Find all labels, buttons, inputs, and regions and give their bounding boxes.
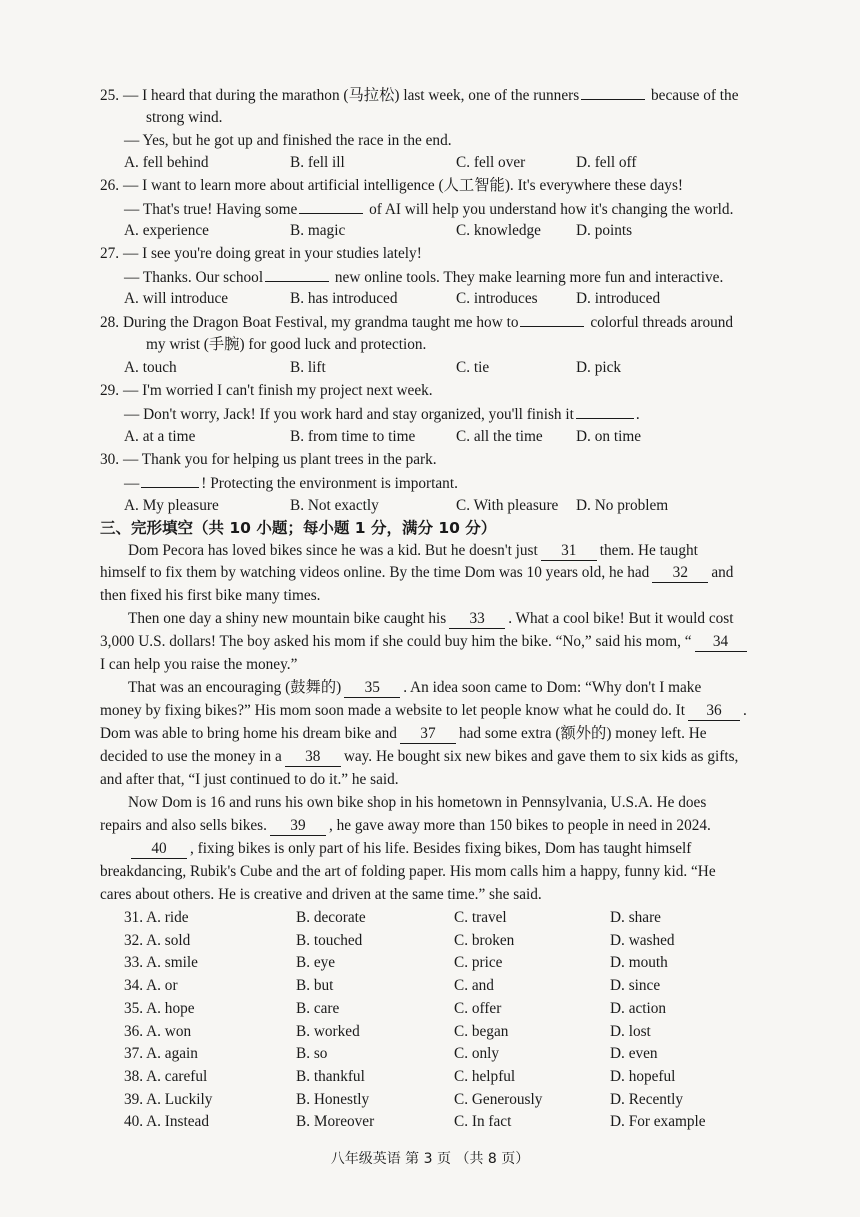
options-26 [124, 220, 804, 242]
option-a[interactable]: A. will introduce [124, 290, 229, 307]
option-a[interactable]: 32. A. sold [124, 931, 191, 949]
option-c[interactable]: C. Generously [454, 1090, 543, 1108]
passage-text: Dom Pecora has loved bikes since he was a kid. But he doesn't just [128, 542, 538, 559]
cloze-option-row [124, 1043, 824, 1065]
option-c[interactable]: C. knowledge [456, 222, 541, 239]
question-text [124, 266, 723, 289]
passage-text: himself to fix them by watching videos online. By the time Dom was 10 years old, he had [100, 564, 650, 581]
option-c[interactable]: C. all the time [456, 428, 543, 445]
cloze-option-row [124, 952, 824, 974]
option-d[interactable]: D. fell off [576, 154, 637, 171]
question-text: my wrist (手腕) for good luck and protection. [146, 336, 427, 353]
passage-text: 3,000 U.S. dollars! The boy asked his mom if she could buy him the bike. “No,” said his mom, “ [100, 633, 692, 650]
option-a[interactable]: A. experience [124, 222, 209, 239]
option-b[interactable]: B. Not exactly [290, 497, 379, 514]
answer-blank [141, 472, 199, 488]
passage-line [100, 723, 707, 745]
question-text: — That's true! Having some [124, 201, 298, 218]
cloze-blank-38: 38 [285, 748, 341, 767]
passage-line: and after that, “I just continued to do it.” he said. [100, 771, 399, 788]
option-c[interactable]: C. price [454, 954, 503, 972]
option-b[interactable]: B. has introduced [290, 290, 398, 307]
question-text: because of the [651, 87, 739, 104]
passage-line [100, 746, 738, 768]
question-29 [100, 380, 433, 402]
option-c[interactable]: C. introduces [456, 290, 538, 307]
passage-line: then fixed his first bike many times. [100, 587, 321, 604]
option-b[interactable]: B. worked [296, 1022, 360, 1040]
passage-text: Then one day a shiny new mountain bike caught his [128, 610, 447, 627]
question-27 [100, 243, 422, 265]
question-28 [100, 311, 733, 334]
answer-blank [576, 403, 634, 419]
cloze-blank-33: 33 [449, 610, 505, 629]
cloze-option-row [124, 975, 824, 997]
passage-text: had some extra (额外的) money left. He [458, 725, 707, 742]
passage-line [128, 608, 734, 630]
question-text: — I see you're doing great in your studies lately! [122, 245, 422, 262]
question-text [124, 198, 733, 221]
question-text: strong wind. [146, 109, 223, 126]
option-a[interactable]: 33. A. smile [124, 954, 198, 972]
cloze-blank-40: 40 [131, 840, 187, 859]
question-text: ! Protecting the environment is important. [201, 475, 458, 492]
question-text [124, 403, 640, 426]
passage-text: Dom was able to bring home his dream bike and [100, 725, 397, 742]
option-b[interactable]: B. fell ill [290, 154, 345, 171]
answer-blank [299, 198, 363, 214]
cloze-option-row [124, 1021, 824, 1043]
option-c[interactable]: C. began [454, 1022, 509, 1040]
option-c[interactable]: C. With pleasure [456, 497, 559, 514]
option-b[interactable]: B. eye [296, 954, 336, 972]
options-28 [124, 357, 804, 379]
option-b[interactable]: B. so [296, 1045, 328, 1063]
question-text: new online tools. They make learning more fun and interactive. [334, 269, 724, 286]
option-d[interactable]: D. washed [610, 931, 675, 949]
option-a[interactable]: A. touch [124, 359, 177, 376]
question-number: 26. [100, 177, 120, 194]
passage-text: way. He bought six new bikes and gave them to six kids as gifts, [343, 748, 739, 765]
options-27 [124, 288, 804, 310]
passage-line: cares about others. He is creative and driven at the same time.” she said. [100, 886, 542, 903]
option-d[interactable]: D. pick [576, 359, 622, 376]
question-text [124, 472, 458, 495]
question-text: — Don't worry, Jack! If you work hard and stay organized, you'll finish it [124, 406, 574, 423]
question-text: — [124, 475, 140, 492]
question-number: 27. [100, 245, 120, 262]
passage-line [128, 540, 698, 562]
passage-text: . What a cool bike! But it would cost [508, 610, 734, 627]
option-b[interactable]: B. but [296, 977, 334, 995]
question-30 [100, 449, 437, 471]
option-d[interactable]: D. share [610, 909, 661, 926]
option-d[interactable]: D. on time [576, 428, 642, 445]
option-b[interactable]: B. decorate [296, 909, 366, 926]
passage-text: . [743, 702, 747, 719]
passage-text: repairs and also sells bikes. [100, 817, 267, 834]
passage-text: them. He taught [599, 542, 698, 559]
option-b[interactable]: B. thankful [296, 1067, 365, 1085]
question-text: — Thank you for helping us plant trees in the park. [122, 451, 437, 468]
passage-line [100, 700, 747, 722]
question-text: — I'm worried I can't finish my project next week. [122, 382, 433, 399]
option-d[interactable]: D. mouth [610, 954, 668, 972]
cloze-blank-31: 31 [541, 542, 597, 561]
question-text: During the Dragon Boat Festival, my grandma taught me how to [122, 314, 519, 331]
cloze-blank-36: 36 [688, 702, 740, 721]
passage-line [100, 631, 750, 653]
option-d[interactable]: D. No problem [576, 497, 669, 514]
option-d[interactable]: D. introduced [576, 290, 661, 307]
cloze-option-row [124, 907, 824, 929]
passage-text: , fixing bikes is only part of his life. Besides fixing bikes, Dom has taught himself [190, 840, 692, 857]
option-a[interactable]: A. at a time [124, 428, 196, 445]
section-title: 三、完形填空（共 10 小题；每小题 1 分，满分 10 分） [100, 519, 497, 537]
cloze-blank-34: 34 [695, 633, 747, 652]
options-25 [124, 152, 804, 174]
passage-line [128, 677, 701, 699]
passage-line [100, 562, 733, 584]
option-b[interactable]: B. from time to time [290, 428, 416, 445]
option-a[interactable]: 39. A. Luckily [124, 1090, 213, 1108]
option-a[interactable]: 38. A. careful [124, 1067, 208, 1085]
option-c[interactable]: C. travel [454, 909, 507, 926]
option-d[interactable]: D. Recently [610, 1090, 684, 1108]
option-b[interactable]: B. lift [290, 359, 326, 376]
option-a[interactable]: 40. A. Instead [124, 1113, 209, 1131]
option-a[interactable]: 35. A. hope [124, 999, 195, 1017]
question-26 [100, 175, 683, 197]
option-a[interactable]: 34. A. or [124, 977, 178, 995]
answer-blank [581, 84, 645, 100]
option-b[interactable]: B. Honestly [296, 1090, 370, 1108]
question-text: — I want to learn more about artificial intelligence (人工智能). It's everywhere these days! [122, 177, 683, 194]
option-c[interactable]: C. tie [456, 359, 490, 376]
option-a[interactable]: 31. A. ride [124, 909, 189, 926]
option-c[interactable]: C. helpful [454, 1067, 516, 1085]
cloze-blank-35: 35 [344, 679, 400, 698]
cloze-blank-39: 39 [270, 817, 326, 836]
question-text: of AI will help you understand how it's changing the world. [369, 201, 734, 218]
option-b[interactable]: B. magic [290, 222, 346, 239]
passage-line: breakdancing, Rubik's Cube and the art of folding paper. His mom calls him a happy, funny kid. “He [100, 863, 716, 880]
cloze-option-row [124, 1089, 824, 1111]
option-a[interactable]: 36. A. won [124, 1022, 192, 1040]
option-a[interactable]: A. fell behind [124, 154, 209, 171]
question-text: — Thanks. Our school [124, 269, 264, 286]
option-d[interactable]: D. points [576, 222, 633, 239]
option-d[interactable]: D. hopeful [610, 1067, 676, 1085]
option-b[interactable]: B. Moreover [296, 1113, 375, 1131]
answer-blank [265, 266, 329, 282]
option-d[interactable]: D. even [610, 1045, 658, 1063]
cloze-blank-32: 32 [652, 564, 708, 583]
passage-line [128, 838, 691, 860]
options-30 [124, 495, 804, 517]
option-b[interactable]: B. care [296, 999, 340, 1017]
passage-text: . An idea soon came to Dom: “Why don't I make [403, 679, 702, 696]
question-number: 29. [100, 382, 120, 399]
options-29 [124, 426, 804, 448]
cloze-option-row [124, 1066, 824, 1088]
option-d[interactable]: D. For example [610, 1113, 706, 1131]
question-25 [100, 84, 739, 107]
option-c[interactable]: C. only [454, 1045, 500, 1063]
question-text: — I heard that during the marathon (马拉松) last week, one of the runners [122, 87, 580, 104]
option-a[interactable]: A. My pleasure [124, 497, 219, 514]
passage-text: and [711, 564, 734, 581]
question-number: 28. [100, 314, 120, 331]
option-c[interactable]: C. In fact [454, 1113, 512, 1131]
cloze-option-row [124, 998, 824, 1020]
cloze-blank-37: 37 [400, 725, 456, 744]
passage-text: That was an encouraging (鼓舞的) [128, 679, 342, 696]
option-c[interactable]: C. broken [454, 931, 515, 949]
question-text: . [635, 406, 640, 423]
passage-line: I can help you raise the money.” [100, 656, 298, 673]
passage-text: money by fixing bikes?” His mom soon made a website to let people know what he could do. It [100, 702, 685, 719]
passage-text: decided to use the money in a [100, 748, 282, 765]
passage-text: , he gave away more than 150 bikes to people in need in 2024. [328, 817, 711, 834]
question-text: colorful threads around [590, 314, 734, 331]
option-c[interactable]: C. fell over [456, 154, 526, 171]
option-d[interactable]: D. action [610, 999, 667, 1017]
passage-line: Now Dom is 16 and runs his own bike shop in his hometown in Pennsylvania, U.S.A. He does [128, 794, 707, 811]
option-c[interactable]: C. offer [454, 999, 502, 1017]
page-footer: 八年级英语 第 3 页 （共 8 页） [330, 1151, 530, 1167]
cloze-option-row [124, 1111, 824, 1133]
cloze-option-row [124, 930, 824, 952]
option-a[interactable]: 37. A. again [124, 1045, 198, 1063]
question-text: — Yes, but he got up and finished the race in the end. [124, 132, 452, 149]
option-b[interactable]: B. touched [296, 931, 363, 949]
option-c[interactable]: C. and [454, 977, 494, 995]
answer-blank [520, 311, 584, 327]
question-number: 25. [100, 87, 120, 104]
option-d[interactable]: D. since [610, 977, 661, 995]
passage-line [100, 815, 711, 837]
option-d[interactable]: D. lost [610, 1022, 651, 1040]
question-number: 30. [100, 451, 120, 468]
